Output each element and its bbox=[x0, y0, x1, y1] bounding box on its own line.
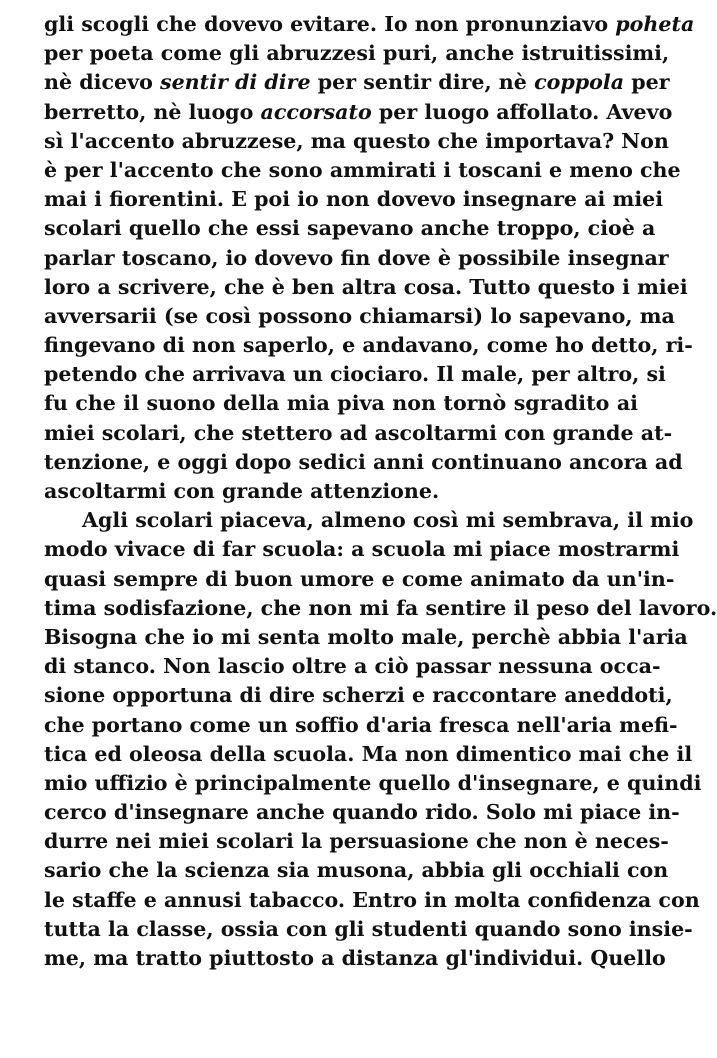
text-line bbox=[44, 535, 680, 564]
text-run: per bbox=[624, 70, 670, 95]
italic-term: accorsato bbox=[260, 99, 372, 124]
text-line bbox=[44, 594, 717, 623]
italic-term: sentir di dire bbox=[159, 70, 311, 95]
text-line bbox=[44, 944, 666, 973]
text-run: quasi sempre di buon umore e come animato da un'in- bbox=[44, 566, 675, 591]
text-run: mio uffizio è principalmente quello d'insegnare, e quindi bbox=[44, 770, 702, 795]
text-line bbox=[44, 360, 666, 389]
text-line bbox=[44, 565, 675, 594]
text-line bbox=[44, 273, 688, 302]
text-line bbox=[44, 389, 638, 418]
text-line bbox=[44, 856, 669, 885]
text-run: durre nei miei scolari la persuasione che non è neces- bbox=[44, 829, 669, 854]
book-page bbox=[44, 10, 717, 1050]
text-run: per sentir dire, nè bbox=[310, 70, 535, 95]
text-line bbox=[44, 681, 673, 710]
text-run: me, ma tratto piuttosto a distanza gl'individui. Quello bbox=[44, 946, 666, 970]
text-run: nè dicevo bbox=[44, 70, 160, 95]
text-run: miei scolari, che stettero ad ascoltarmi con grande at- bbox=[44, 420, 673, 445]
text-line bbox=[44, 98, 673, 127]
text-line bbox=[44, 244, 669, 273]
text-line bbox=[44, 156, 681, 185]
text-line bbox=[44, 740, 693, 769]
text-line bbox=[44, 302, 675, 331]
text-run: avversarii (se così possono chiamarsi) lo sapevano, ma bbox=[44, 303, 675, 328]
text-line bbox=[44, 769, 702, 798]
text-line bbox=[44, 477, 638, 506]
text-run: tima sodisfazione, che non mi fa sentire il peso del lavoro. bbox=[44, 595, 717, 620]
text-run: sì l'accento abruzzese, ma questo che importava? Non bbox=[44, 128, 669, 153]
text-run: che portano come un soffio d'aria fresca nell'aria mefi- bbox=[44, 712, 678, 737]
text-line bbox=[44, 886, 700, 915]
text-line bbox=[44, 827, 669, 856]
text-line bbox=[44, 68, 670, 97]
text-line bbox=[44, 39, 670, 68]
text-run: cerco d'insegnare anche quando rido. Solo mi piace in- bbox=[44, 800, 680, 825]
text-line bbox=[44, 214, 656, 243]
text-run: per poeta come gli abruzzesi puri, anche istruitissimi, bbox=[44, 41, 670, 66]
text-run: le staffe e annusi tabacco. Entro in molta confidenza con bbox=[44, 887, 700, 912]
text-line bbox=[44, 711, 678, 740]
text-line bbox=[44, 185, 664, 214]
text-run: per luogo affollato. Avevo bbox=[371, 99, 673, 124]
text-line bbox=[44, 448, 683, 477]
text-run: fingevano di non saperlo, e andavano, come ho detto, ri- bbox=[44, 333, 693, 358]
text-line bbox=[44, 10, 695, 39]
text-run: tenzione, e oggi dopo sedici anni continuano ancora ad bbox=[44, 449, 683, 474]
italic-term: poheta bbox=[615, 12, 695, 36]
text-run: sario che la scienza sia musona, abbia gli occhiali con bbox=[44, 858, 669, 883]
text-run: sione opportuna di dire scherzi e raccontare aneddoti, bbox=[44, 683, 673, 708]
text-run: tica ed oleosa della scuola. Ma non dimentico mai che il bbox=[44, 741, 693, 766]
text-run: petendo che arrivava un ciociaro. Il male, per altro, si bbox=[44, 362, 666, 387]
text-run: scolari quello che essi sapevano anche troppo, cioè a bbox=[44, 216, 656, 241]
text-run: gli scogli che dovevo evitare. Io non pronunziavo bbox=[44, 12, 616, 36]
text-line bbox=[44, 798, 680, 827]
text-run: tutta la classe, ossia con gli studenti quando sono insie- bbox=[44, 916, 693, 941]
text-run: ascoltarmi con grande attenzione. bbox=[44, 479, 440, 503]
text-line bbox=[44, 652, 661, 681]
text-run: Bisogna che io mi senta molto male, perchè abbia l'aria bbox=[44, 624, 688, 649]
text-line bbox=[44, 506, 694, 535]
text-run: mai i fiorentini. E poi io non dovevo insegnare ai miei bbox=[44, 187, 664, 212]
text-line bbox=[44, 419, 673, 448]
text-line bbox=[44, 331, 693, 360]
text-run: loro a scrivere, che è ben altra cosa. Tutto questo i miei bbox=[44, 274, 688, 299]
text-line bbox=[44, 127, 669, 156]
text-run: di stanco. Non lascio oltre a ciò passar nessuna occa- bbox=[44, 654, 661, 679]
text-run: Agli scolari piaceva, almeno così mi sembrava, il mio bbox=[82, 508, 694, 533]
text-run: è per l'accento che sono ammirati i toscani e meno che bbox=[44, 157, 681, 182]
italic-term: coppola bbox=[534, 70, 625, 95]
text-run: parlar toscano, io dovevo fin dove è possibile insegnar bbox=[44, 245, 669, 270]
text-run: modo vivace di far scuola: a scuola mi piace mostrarmi bbox=[44, 537, 680, 562]
text-run: berretto, nè luogo bbox=[44, 99, 261, 124]
text-line bbox=[44, 623, 688, 652]
text-run: fu che il suono della mia piva non tornò sgradito ai bbox=[44, 391, 638, 416]
text-line bbox=[44, 915, 693, 944]
